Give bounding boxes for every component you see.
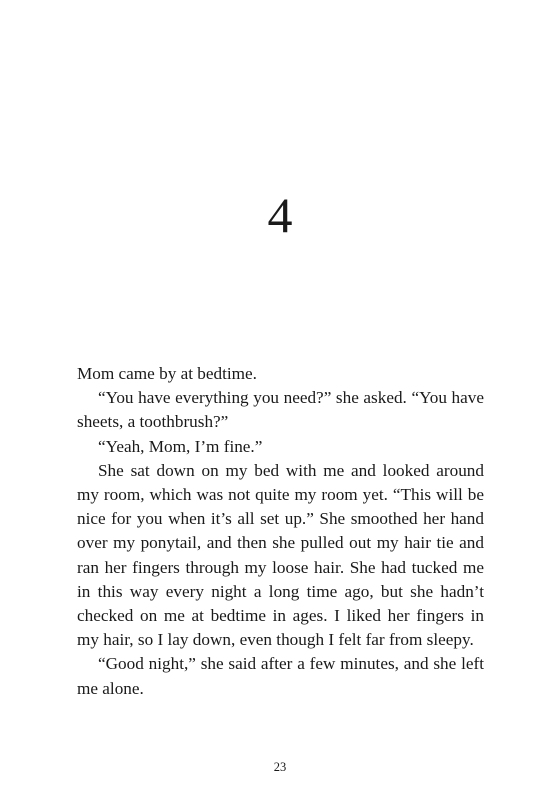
chapter-body: [77, 362, 484, 701]
chapter-number: 4: [267, 187, 293, 243]
paragraph: “Yeah, Mom, I’m fine.”: [98, 436, 263, 456]
paragraph: “You have everything you need?” she asked. “You have sheets, a toothbrush?”: [77, 388, 484, 432]
paragraph: She sat down on my bed with me and looked around my room, which was not quite my room yet. “This will be nice for you when it’s all set up.” She smoothed her hand over my ponytail, and then she pulled out my hair tie and ran her fingers through my loose hair. She had tucked me in this way every night a long time ago, but she hadn’t checked on me at bedtime in ages. I liked her fingers in my hair, so I lay down, even though I felt far from sleepy.: [77, 460, 484, 650]
paragraph: Mom came by at bedtime.: [77, 364, 257, 383]
paragraph: “Good night,” she said after a few minutes, and she left me alone.: [77, 654, 484, 698]
page-number: 23: [273, 760, 287, 774]
